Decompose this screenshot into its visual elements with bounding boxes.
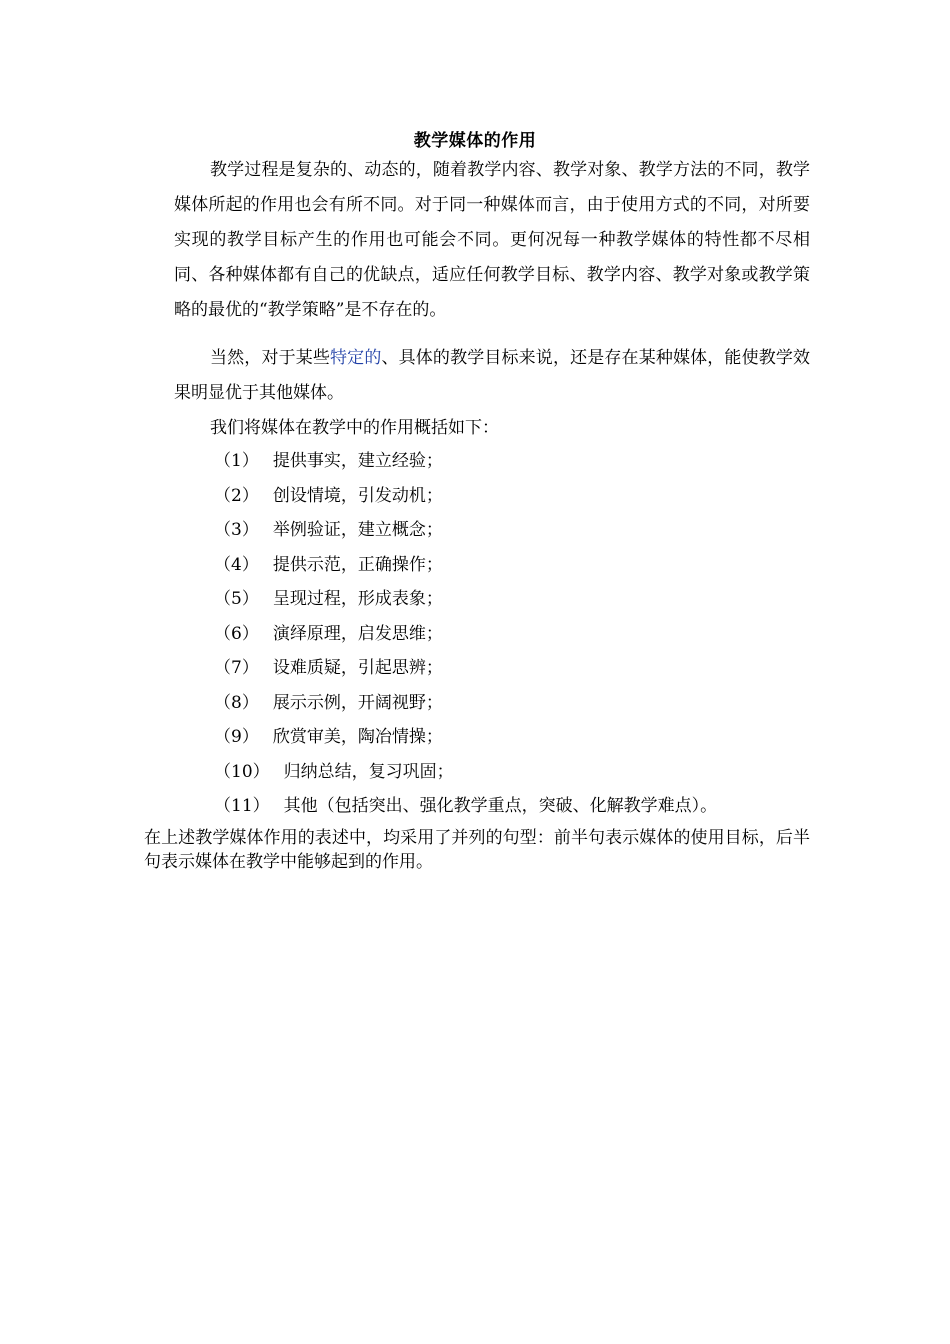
list-item-text: 提供事实，建立经验； bbox=[272, 451, 443, 471]
list-item bbox=[214, 617, 717, 652]
list-item-number: （5） bbox=[214, 589, 259, 609]
list-item-text: 创设情境，引发动机； bbox=[272, 485, 443, 506]
list-item-number: （4） bbox=[214, 554, 259, 575]
list-item-text: 展示示例，开阔视野； bbox=[272, 692, 443, 713]
highlighted-text: 特定的 bbox=[330, 348, 382, 368]
list-item-number: （7） bbox=[214, 658, 259, 678]
list-item bbox=[214, 548, 717, 583]
paragraph-2 bbox=[174, 341, 810, 411]
list-item bbox=[214, 651, 717, 686]
list-item-number: （10） bbox=[214, 761, 270, 782]
list-item-number: （6） bbox=[214, 623, 259, 644]
list-item-number: （9） bbox=[214, 727, 259, 747]
list-item bbox=[214, 720, 717, 755]
list-item-text: 归纳总结，复习巩固； bbox=[283, 761, 454, 782]
list-item-number: （8） bbox=[214, 692, 259, 713]
list-item-text: 欣赏审美，陶冶情操； bbox=[272, 727, 443, 747]
list-item-number: （1） bbox=[214, 451, 259, 471]
list-item bbox=[214, 755, 717, 790]
paragraph-1: 教学过程是复杂的、动态的，随着教学内容、教学对象、教学方法的不同，教学媒体所起的作用也会有所不同。对于同一种媒体而言，由于使用方式的不同，对所要实现的教学目标产生的作用也可能会不同。更何况每一种教学媒体的特性都不尽相同、各种媒体都有自己的优缺点，适应任何教学目标、教学内容、教学对象或教学策略的最优的“教学策略”是不存在的。 bbox=[174, 160, 810, 320]
role-list bbox=[214, 444, 717, 824]
list-item bbox=[214, 444, 717, 479]
list-item bbox=[214, 479, 717, 514]
list-item bbox=[214, 513, 717, 548]
list-item-text: 设难质疑，引起思辨； bbox=[272, 658, 443, 678]
list-item-number: （2） bbox=[214, 485, 259, 506]
paragraph-3: 我们将媒体在教学中的作用概括如下： bbox=[210, 418, 499, 438]
list-item-text: 呈现过程，形成表象； bbox=[272, 589, 443, 609]
list-item bbox=[214, 686, 717, 721]
list-item-text: 举例验证，建立概念； bbox=[272, 520, 443, 540]
summary-paragraph: 在上述教学媒体作用的表述中，均采用了并列的句型：前半句表示媒体的使用目标，后半句表示媒体在教学中能够起到的作用。 bbox=[144, 828, 810, 872]
paragraph-2-start: 当然，对于某些 bbox=[210, 348, 331, 368]
list-item-number: （3） bbox=[214, 520, 259, 540]
list-item-text: 提供示范，正确操作； bbox=[272, 554, 443, 575]
document-title: 教学媒体的作用 bbox=[413, 131, 537, 151]
list-item-number: （11） bbox=[214, 796, 270, 816]
list-item-text: 其他（包括突出、强化教学重点，突破、化解教学难点）。 bbox=[283, 796, 718, 816]
list-item-text: 演绎原理，启发思维； bbox=[272, 623, 443, 644]
paragraph-2-end: 、具体的教学目标来说，还是存在某种媒体，能使教学效果明显优于其他媒体。 bbox=[174, 348, 811, 403]
list-item bbox=[214, 789, 717, 824]
list-item bbox=[214, 582, 717, 617]
